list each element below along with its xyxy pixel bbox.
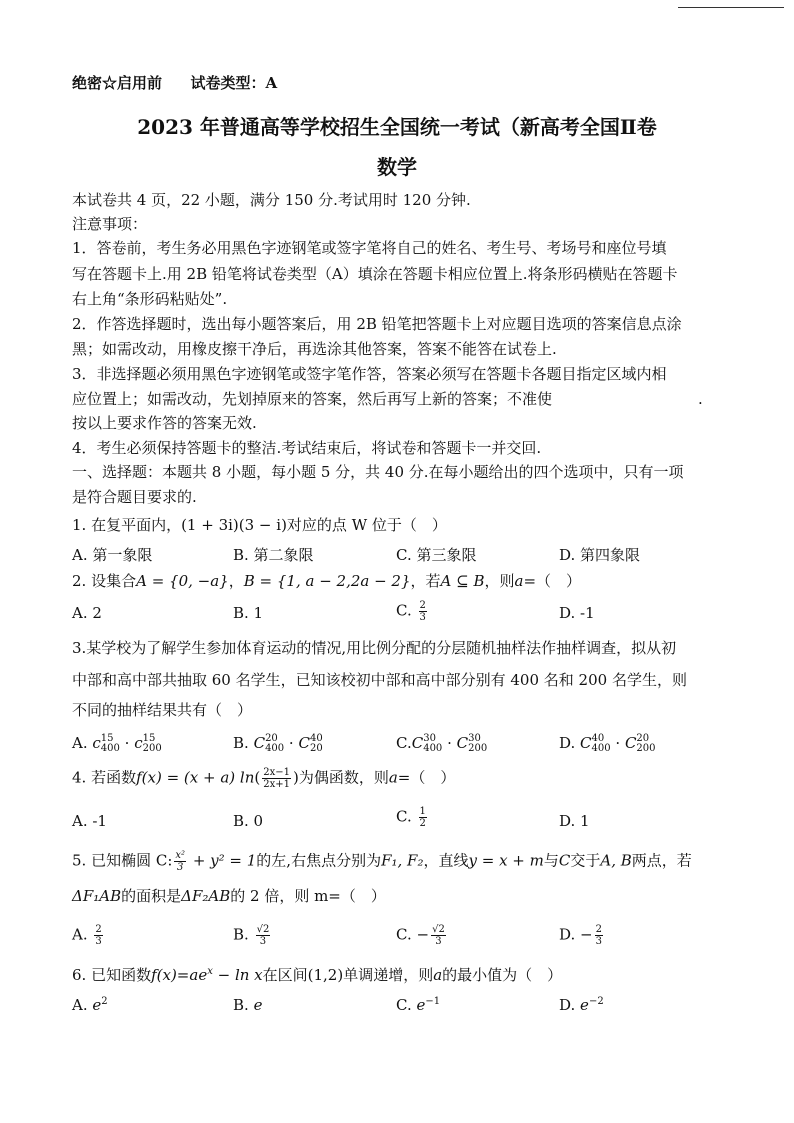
note-line: 右上角“条形码粘贴处”. (72, 290, 228, 308)
q2-set-a: A = {0, −a} (136, 572, 229, 590)
header-line (72, 73, 277, 93)
q1-option-d: D. 第四象限 (559, 546, 641, 564)
q2-text: =（ ） (523, 572, 582, 590)
note-line: 3．非选择题必须用黑色字迹钢笔或签字笔作答，答案必须写在答题卡各题目指定区域内相 (72, 365, 667, 383)
note-line: 2．作答选择题时，选出每小题答案后，用 2B 铅笔把答题卡上对应题目选项的答案信息点涂 (72, 315, 682, 333)
q6-option-b: B. e (233, 996, 263, 1014)
q1-option-b: B. 第二象限 (233, 546, 314, 564)
section-heading: 是符合题目要求的. (72, 488, 197, 506)
q1-option-c: C. 第三象限 (396, 546, 477, 564)
note-line: 应位置上；如需改动，先划掉原来的答案，然后再写上新的答案；不准使 (72, 390, 553, 408)
q2-text: 2. 设集合 (72, 572, 137, 590)
q4-option-b: B. 0 (233, 812, 264, 830)
section-heading: 一、选择题：本题共 8 小题，每小题 5 分，共 40 分.在每小题给出的四个选项中，只有一项 (72, 463, 684, 481)
question-3-stem: 不同的抽样结果共有（ ） (72, 701, 253, 719)
q3-option-b: B. C 20 400 · C 40 20 (233, 733, 323, 754)
intro-text: 本试卷共 4 页，22 小题，满分 150 分.考试用时 120 分钟. (72, 191, 471, 209)
exam-title: 2023 年普通高等学校招生全国统一考试（新高考全国Ⅱ卷 (137, 115, 657, 139)
q2-text: ，则 (484, 572, 515, 590)
q2-option-b: B. 1 (233, 604, 264, 622)
paper-type-label: 试卷类型：A (190, 74, 278, 92)
q2-set-b: B = {1, a − 2,2a − 2} (243, 572, 411, 590)
q4-option-d: D. 1 (559, 812, 590, 830)
note-line: 4．考生必须保持答题卡的整洁.考试结束后，将试卷和答题卡一并交回. (72, 439, 542, 457)
q2-option-d: D. -1 (559, 604, 595, 622)
q2-option-c-label: C. (396, 601, 412, 620)
q5-ellipse-fraction: $\frac{\text{x²}}{3}$ (175, 850, 186, 873)
q2-option-a: A. 2 (72, 604, 102, 622)
q5-option-c: C. − $\frac{√2}{3}$ (396, 924, 445, 947)
q2-option-c (396, 600, 429, 623)
q2-text: ， (228, 572, 244, 590)
q6-option-d: D. $e^{-2}$ (559, 996, 604, 1014)
q6-option-a: A. $e^2$ (72, 996, 108, 1014)
question-5-stem: 5. 已知椭圆 C: $\frac{\text{x²}}{3}$ + y² = 1的左,右焦点分别为F₁, F₂，直线y = x + m与C交于A, B两点，若 (72, 850, 692, 873)
note-trailing-dot: . (698, 390, 703, 408)
q4-option-c-fraction: $\frac{1}{2}$ (419, 806, 426, 829)
question-5-stem-line2: ΔF₁AB的面积是ΔF₂AB的 2 倍，则 m=（ ） (72, 887, 386, 905)
q2-option-c-fraction: $\frac{2}{3}$ (419, 600, 426, 623)
q3-option-c: C.C 30 400 · C 30 200 (396, 733, 488, 754)
q5-option-b: B. $\frac{√2}{3}$ (233, 924, 270, 947)
note-line: 按以上要求作答的答案无效. (72, 414, 257, 432)
subject-title: 数学 (377, 155, 417, 179)
header-rule (678, 7, 784, 8)
q3-option-a: A. c 15 400 · c 15 200 (72, 733, 162, 754)
question-1-stem: 1. 在复平面内，(1 + 3i)(3 − i)对应的点 W 位于（ ） (72, 516, 447, 534)
question-3-stem: 3.某学校为了解学生参加体育运动的情况,用比例分配的分层随机抽样法作抽样调查，拟从初 (72, 639, 677, 657)
q2-text: ，若 (410, 572, 441, 590)
q1-option-a: A. 第一象限 (72, 546, 153, 564)
question-3-stem: 中部和高中部共抽取 60 名学生，已知该校初中部和高中部分别有 400 名和 200 名学生，则 (72, 671, 687, 689)
question-2-stem (72, 571, 581, 591)
q4-option-c: C. $\frac{1}{2}$ (396, 806, 426, 829)
note-line: 1．答卷前，考生务必用黑色字迹钢笔或签字笔将自己的姓名、考生号、考场号和座位号填 (72, 239, 667, 257)
q5-option-a: A. $\frac{2}{3}$ (72, 924, 102, 947)
note-line: 写在答题卡上.用 2B 铅笔将试卷类型（A）填涂在答题卡相应位置上.将条形码横贴在答题卡 (72, 265, 678, 283)
question-4-stem: 4. 若函数f(x) = (x + a) ln( $\frac{2x-1}{2x+1}$ )为偶函数，则a=（ ） (72, 767, 456, 790)
note-line: 黑；如需改动，用橡皮擦干净后，再选涂其他答案，答案不能答在试卷上. (72, 340, 557, 358)
q5-option-d: D. − $\frac{2}{3}$ (559, 924, 602, 947)
q4-function: f(x) = (x + a) ln (136, 768, 255, 787)
q4-option-a: A. -1 (72, 812, 107, 830)
q3-option-d: D. C 40 400 · C 20 200 (559, 733, 656, 754)
question-6-stem: 6. 已知函数$f(x)=ae^x - \ln x$在区间(1,2)单调递增，则a的最小值为（ ） (72, 966, 563, 984)
secret-label: 绝密☆启用前 (72, 74, 163, 92)
q2-subset: A ⊆ B (440, 572, 485, 590)
q6-option-c: C. $e^{-1}$ (396, 996, 441, 1014)
notes-title: 注意事项： (72, 215, 148, 233)
q4-log-fraction: $\frac{2x-1}{2x+1}$ (263, 767, 290, 790)
q2-var: a (514, 572, 524, 590)
